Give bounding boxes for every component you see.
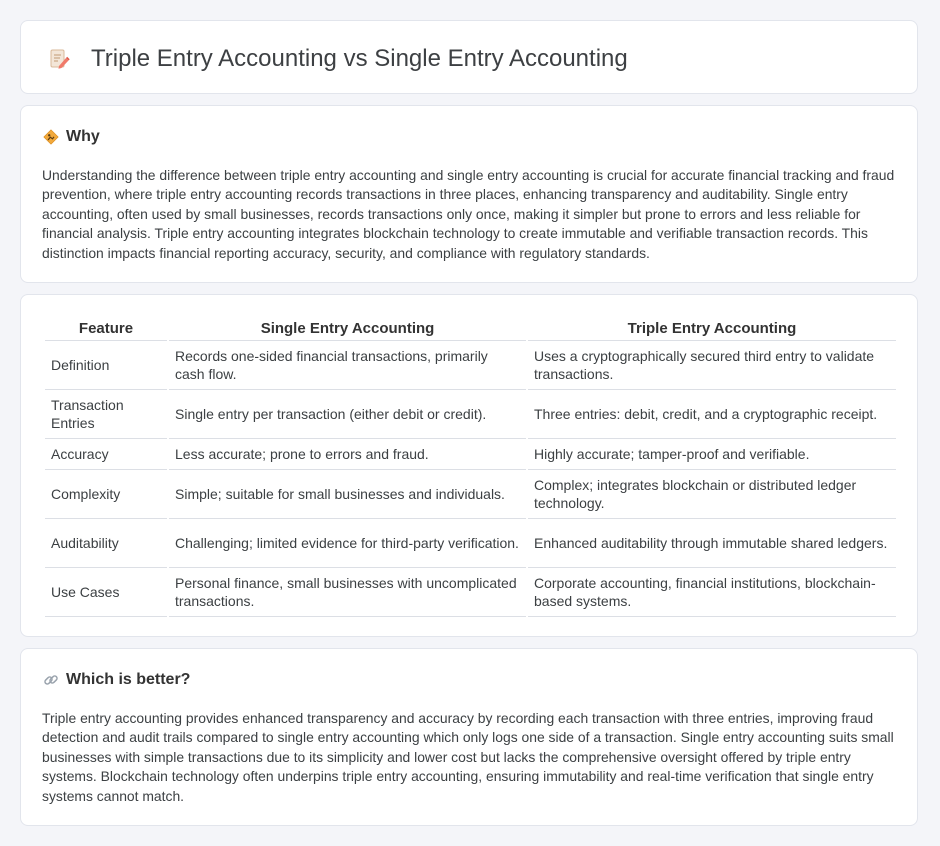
table-row (45, 341, 896, 390)
triple-entry-cell: Corporate accounting, financial institutions, blockchain-based systems. (528, 568, 896, 617)
better-paragraph: Triple entry accounting provides enhanced transparency and accuracy by recording each transaction with three entries, improving fraud detection and audit trails compared to single entry accounting which only logs one side of a transaction. Single entry accounting suits small businesses with simple transactions due to its simplicity and lower cost but lacks the comprehensive oversight offered by triple entry systems. Blockchain technology often underpins triple entry accounting, ensuring immutability and real-time verification that single entry systems cannot match. (42, 710, 894, 804)
document-pencil-icon (48, 48, 70, 70)
why-heading: Why (66, 128, 100, 145)
single-entry-cell: Personal finance, small businesses with uncomplicated transactions. (169, 568, 526, 617)
triple-entry-cell: Highly accurate; tamper-proof and verifiable. (528, 439, 896, 470)
triple-entry-cell: Three entries: debit, credit, and a cryptographic receipt. (528, 390, 896, 439)
comparison-section (20, 294, 918, 637)
better-heading-row (43, 671, 190, 689)
header-card (20, 20, 918, 94)
why-paragraph: Understanding the difference between triple entry accounting and single entry accounting is crucial for accurate financial tracking and fraud prevention, where triple entry accounting records transactions in three places, enhancing transparency and auditability. Single entry accounting, often used by small businesses, records transactions only once, making it simpler but prone to errors and less reliable for financial analysis. Triple entry accounting integrates blockchain technology to create immutable and verifiable transaction records. This distinction impacts financial reporting accuracy, security, and compliance with regulatory standards. (42, 167, 895, 261)
column-header: Feature (45, 317, 167, 341)
single-entry-cell: Records one-sided financial transactions, primarily cash flow. (169, 341, 526, 390)
link-icon (43, 672, 59, 688)
single-entry-cell: Single entry per transaction (either debit or credit). (169, 390, 526, 439)
triple-entry-cell: Uses a cryptographically secured third entry to validate transactions. (528, 341, 896, 390)
feature-cell: Auditability (45, 519, 167, 568)
why-heading-row (43, 128, 100, 146)
feature-cell: Complexity (45, 470, 167, 519)
single-entry-cell: Simple; suitable for small businesses and individuals. (169, 470, 526, 519)
warning-sign-icon (43, 129, 59, 145)
better-heading: Which is better? (66, 671, 191, 688)
table-row (45, 439, 896, 470)
single-entry-cell: Less accurate; prone to errors and fraud. (169, 439, 526, 470)
why-section (20, 105, 918, 283)
table-header-row (45, 317, 896, 341)
table-row (45, 568, 896, 617)
page-title: Triple Entry Accounting vs Single Entry Accounting (91, 45, 628, 72)
column-header: Single Entry Accounting (169, 317, 526, 341)
table-row (45, 390, 896, 439)
which-is-better-section (20, 648, 918, 826)
feature-cell: Accuracy (45, 439, 167, 470)
triple-entry-cell: Complex; integrates blockchain or distributed ledger technology. (528, 470, 896, 519)
triple-entry-cell: Enhanced auditability through immutable shared ledgers. (528, 519, 896, 568)
feature-cell: Use Cases (45, 568, 167, 617)
comparison-table (43, 317, 898, 617)
single-entry-cell: Challenging; limited evidence for third-party verification. (169, 519, 526, 568)
feature-cell: Transaction Entries (45, 390, 167, 439)
column-header: Triple Entry Accounting (528, 317, 896, 341)
table-row (45, 519, 896, 568)
table-row (45, 470, 896, 519)
feature-cell: Definition (45, 341, 167, 390)
